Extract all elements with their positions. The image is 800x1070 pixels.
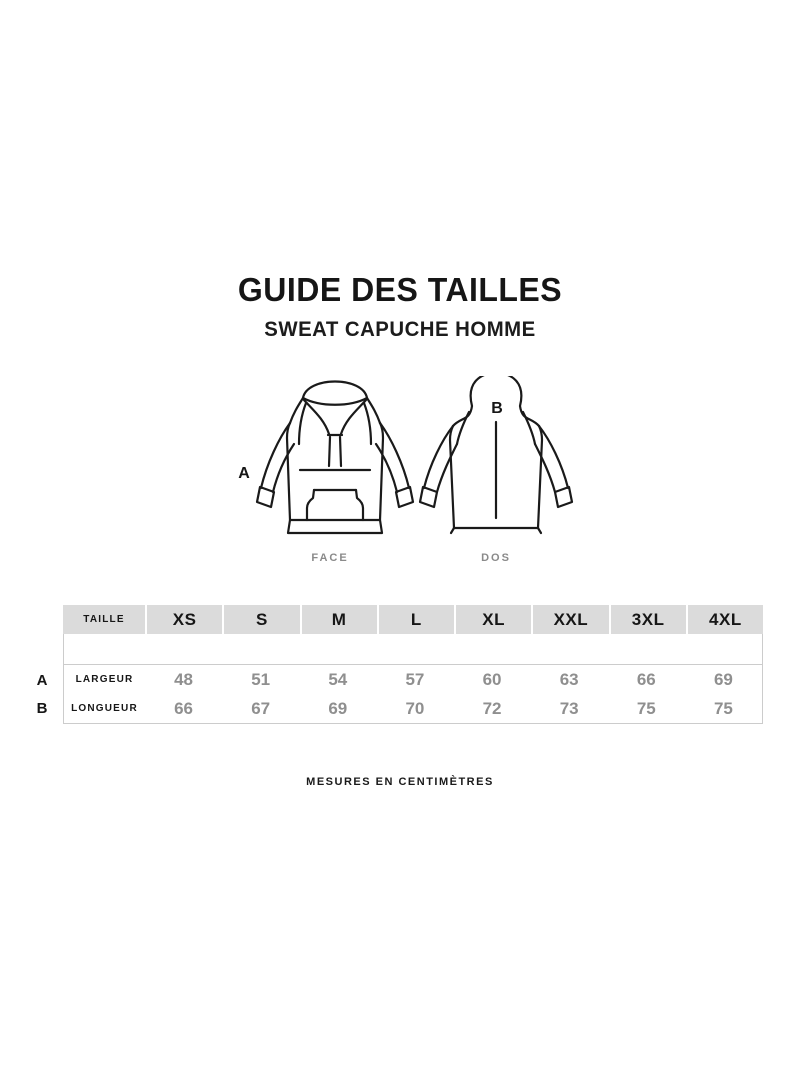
width-value-l: 57: [405, 669, 425, 689]
header-cell-size-xxl: XXL: [531, 605, 608, 634]
header-cell-size-3xl: 3XL: [609, 605, 686, 634]
header-cell-size-xl: XL: [454, 605, 531, 634]
length-value-xs: 66: [174, 698, 194, 718]
width-value-xxl: 63: [559, 669, 579, 689]
header-cell-size-4xl: 4XL: [686, 605, 763, 634]
row-label-largeur: LARGEUR: [75, 674, 134, 685]
front-view-caption: FACE: [311, 552, 349, 564]
header-cell-size-m: M: [300, 605, 377, 634]
length-value-s: 67: [251, 698, 271, 718]
unit-note: MESURES EN CENTIMÈTRES: [306, 776, 494, 788]
length-row: [64, 694, 762, 723]
back-view-caption: DOS: [481, 552, 511, 564]
length-value-m: 69: [328, 698, 348, 718]
header-cell-taille: TAILLE: [83, 614, 125, 625]
length-value-xl: 72: [482, 698, 502, 718]
size-table-body: [63, 634, 763, 724]
length-value-xxl: 73: [559, 698, 579, 718]
header-cell-size-l: L: [377, 605, 454, 634]
width-row: [64, 665, 762, 694]
header-cell-size-s: S: [222, 605, 299, 634]
page-title: GUIDE DES TAILLES: [237, 271, 563, 308]
width-value-xl: 60: [482, 669, 502, 689]
length-value-3xl: 75: [636, 698, 656, 718]
width-value-3xl: 66: [636, 669, 656, 689]
row-label-longueur: LONGUEUR: [71, 703, 138, 714]
row-marker-b: B: [36, 700, 48, 717]
width-value-xs: 48: [174, 669, 194, 689]
header-cell-size-xs: XS: [145, 605, 222, 634]
measurement-marker-a: A: [238, 465, 250, 482]
length-value-l: 70: [405, 698, 425, 718]
size-table: [63, 605, 763, 724]
width-value-m: 54: [328, 669, 348, 689]
spacer-row: [64, 634, 762, 665]
size-table-header-row: [63, 605, 763, 634]
row-marker-a: A: [36, 672, 48, 689]
hoodie-front-diagram: [250, 376, 420, 541]
width-value-4xl: 69: [713, 669, 733, 689]
length-value-4xl: 75: [713, 698, 733, 718]
measurement-marker-b: B: [491, 400, 503, 417]
page-subtitle: SWEAT CAPUCHE HOMME: [264, 318, 536, 341]
width-value-s: 51: [251, 669, 271, 689]
